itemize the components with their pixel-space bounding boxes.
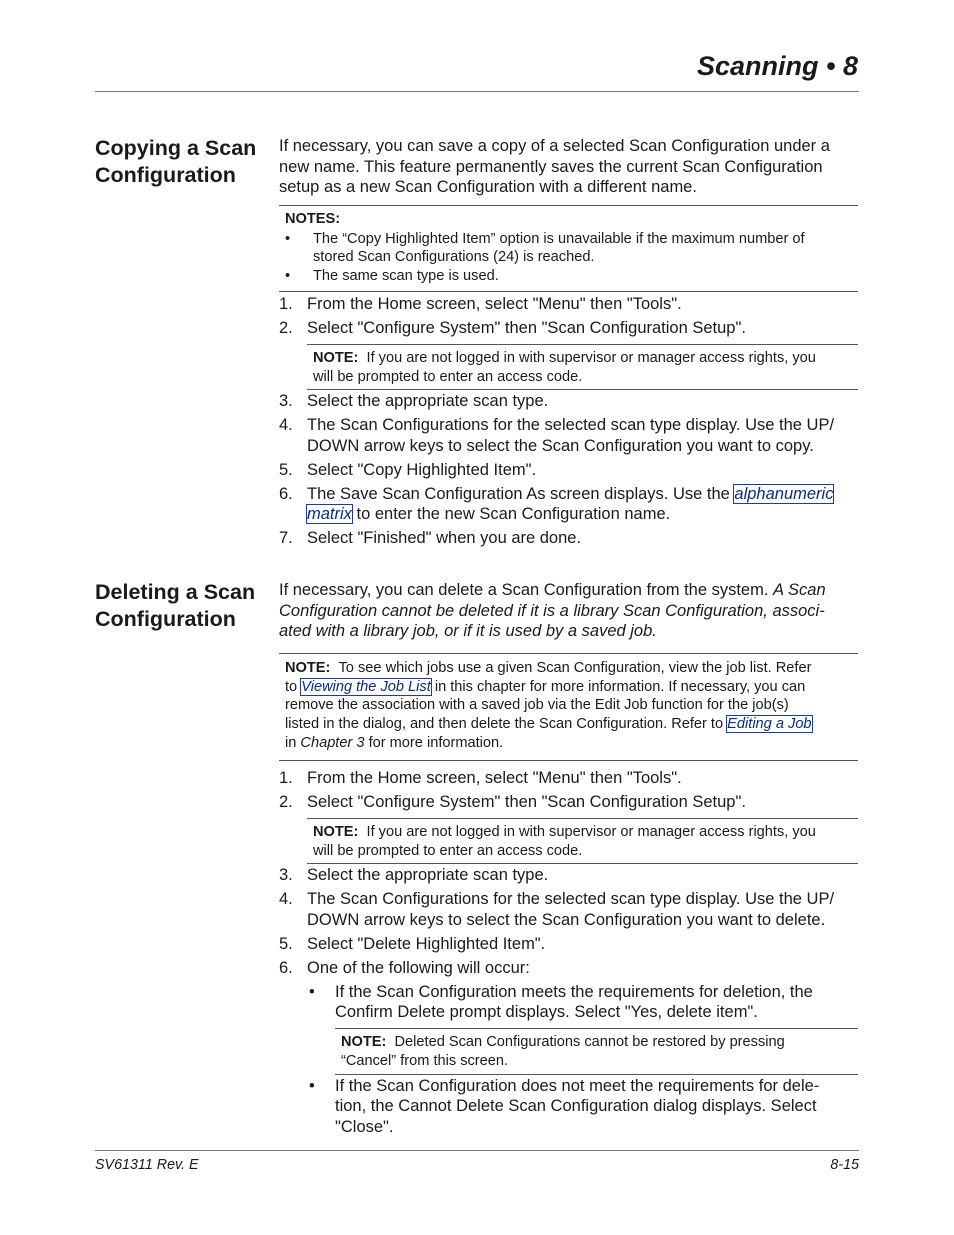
viewing-job-list-link[interactable]: Viewing the Job List [301, 679, 431, 695]
step-number: 2. [279, 319, 293, 337]
step-note-top-rule [307, 344, 858, 345]
alphanumeric-matrix-link[interactable]: alphanumeric [734, 485, 834, 503]
note-text: for more information. [364, 735, 504, 751]
note-line [313, 349, 816, 368]
paragraph-line: If necessary, you can save a copy of a selected Scan Configuration under a [279, 137, 830, 155]
step-text: Select "Delete Highlighted Item". [307, 935, 546, 953]
footer-rule [95, 1150, 859, 1151]
note-text: To see which jobs use a given Scan Configuration, view the job list. Refer [338, 660, 812, 676]
step-text-segment: to enter the new Scan Configuration name. [351, 505, 671, 523]
step-text: From the Home screen, select "Menu" then "Tools". [307, 295, 682, 313]
note-line [285, 734, 503, 753]
intro-italic-text: A Scan [773, 581, 826, 599]
step-text-segment: The Save Scan Configuration As screen displays. Use the [307, 485, 735, 503]
heading-line: Configuration [95, 606, 236, 631]
step-text: DOWN arrow keys to select the Scan Configuration you want to copy. [307, 437, 814, 455]
step-number: 4. [279, 890, 293, 908]
note-label: NOTE: [313, 350, 359, 366]
step-text: From the Home screen, select "Menu" then "Tools". [307, 769, 682, 787]
step-text: Select the appropriate scan type. [307, 866, 549, 884]
step-number: 1. [279, 295, 293, 313]
step-number: 5. [279, 461, 293, 479]
step-number: 7. [279, 529, 293, 547]
notes-bottom-rule [279, 291, 858, 292]
alphanumeric-matrix-link-continued[interactable]: matrix [307, 505, 352, 523]
step-text [307, 484, 833, 505]
step-note-bottom-rule [307, 389, 858, 390]
paragraph-line [279, 580, 826, 601]
note-line: will be prompted to enter an access code. [313, 843, 583, 859]
bullet: • [285, 231, 291, 247]
notes-top-rule [279, 205, 858, 206]
note-bottom-rule [279, 760, 858, 761]
step-number: 1. [279, 769, 293, 787]
paragraph-line: ated with a library job, or if it is used by a saved job. [279, 622, 657, 640]
step-text: Select "Copy Highlighted Item". [307, 461, 537, 479]
step-number: 6. [279, 485, 293, 503]
note-item: stored Scan Configurations (24) is reached. [313, 249, 595, 265]
note-line [285, 715, 812, 734]
note-line [313, 823, 816, 842]
notes-label: NOTES: [285, 211, 341, 227]
outcome-text: Confirm Delete prompt displays. Select "Yes, delete item". [335, 1003, 758, 1021]
bullet: • [309, 983, 315, 1001]
outcome-text: If the Scan Configuration meets the requirements for deletion, the [335, 983, 813, 1001]
outcome-text: If the Scan Configuration does not meet the requirements for dele- [335, 1077, 820, 1095]
note-line [285, 659, 811, 678]
step-text: Select "Configure System" then "Scan Configuration Setup". [307, 319, 746, 337]
note-item: The same scan type is used. [313, 268, 499, 284]
step-text: The Scan Configurations for the selected scan type display. Use the UP/ [307, 416, 835, 434]
note-label: NOTE: [313, 824, 359, 840]
note-line: will be prompted to enter an access code. [313, 369, 583, 385]
heading-line: Copying a Scan [95, 136, 257, 160]
header-rule [95, 91, 859, 92]
step-text [307, 504, 670, 525]
note-label: NOTE: [341, 1034, 387, 1050]
outcome-text: "Close". [335, 1118, 394, 1136]
outcome-note-top-rule [335, 1028, 858, 1029]
footer-page-number: 8-15 [830, 1157, 859, 1173]
intro-text: If necessary, you can delete a Scan Configuration from the system. [279, 581, 774, 599]
step-number: 4. [279, 416, 293, 434]
note-line: “Cancel” from this screen. [341, 1053, 509, 1069]
step-text: The Scan Configurations for the selected scan type display. Use the UP/ [307, 890, 835, 908]
step-text: Select "Finished" when you are done. [307, 529, 582, 547]
page-header-title: Scanning • 8 [697, 51, 858, 81]
section-heading-copy [95, 135, 273, 188]
step-number: 6. [279, 959, 293, 977]
note-text: Deleted Scan Configurations cannot be restored by pressing [394, 1034, 785, 1050]
bullet: • [285, 268, 291, 284]
outcome-note-bottom-rule [335, 1074, 858, 1075]
note-text: listed in the dialog, and then delete the Scan Configuration. Refer to [285, 716, 728, 732]
step-text: DOWN arrow keys to select the Scan Configuration you want to delete. [307, 911, 826, 929]
outcome-text: tion, the Cannot Delete Scan Configuration dialog displays. Select [335, 1097, 817, 1115]
bullet: • [309, 1077, 315, 1095]
step-number: 2. [279, 793, 293, 811]
step-note-bottom-rule [307, 863, 858, 864]
heading-line: Configuration [95, 162, 236, 187]
paragraph-line: setup as a new Scan Configuration with a different name. [279, 178, 697, 196]
note-line [341, 1033, 785, 1052]
step-number: 3. [279, 392, 293, 410]
step-text: Select the appropriate scan type. [307, 392, 549, 410]
section-heading-delete [95, 579, 273, 632]
heading-line: Deleting a Scan [95, 580, 256, 604]
paragraph-line: new name. This feature permanently saves the current Scan Configuration [279, 158, 823, 176]
note-text: If you are not logged in with supervisor or manager access rights, you [366, 824, 816, 840]
note-line: remove the association with a saved job via the Edit Job function for the job(s) [285, 697, 789, 713]
step-text: One of the following will occur: [307, 959, 530, 977]
editing-a-job-link[interactable]: Editing a Job [727, 716, 812, 732]
note-line [285, 678, 805, 697]
step-number: 3. [279, 866, 293, 884]
note-text: in [285, 735, 301, 751]
chapter-reference: Chapter 3 [300, 735, 365, 751]
paragraph-line: Configuration cannot be deleted if it is a library Scan Configuration, associ- [279, 602, 825, 620]
note-text: in this chapter for more information. If necessary, you can [430, 679, 806, 695]
footer-document-id: SV61311 Rev. E [95, 1157, 199, 1173]
note-text: If you are not logged in with supervisor or manager access rights, you [366, 350, 816, 366]
step-note-top-rule [307, 818, 858, 819]
step-number: 5. [279, 935, 293, 953]
note-text: to [285, 679, 302, 695]
note-item: The “Copy Highlighted Item” option is unavailable if the maximum number of [313, 231, 805, 247]
note-top-rule [279, 653, 858, 654]
note-label: NOTE: [285, 660, 331, 676]
step-text: Select "Configure System" then "Scan Configuration Setup". [307, 793, 746, 811]
